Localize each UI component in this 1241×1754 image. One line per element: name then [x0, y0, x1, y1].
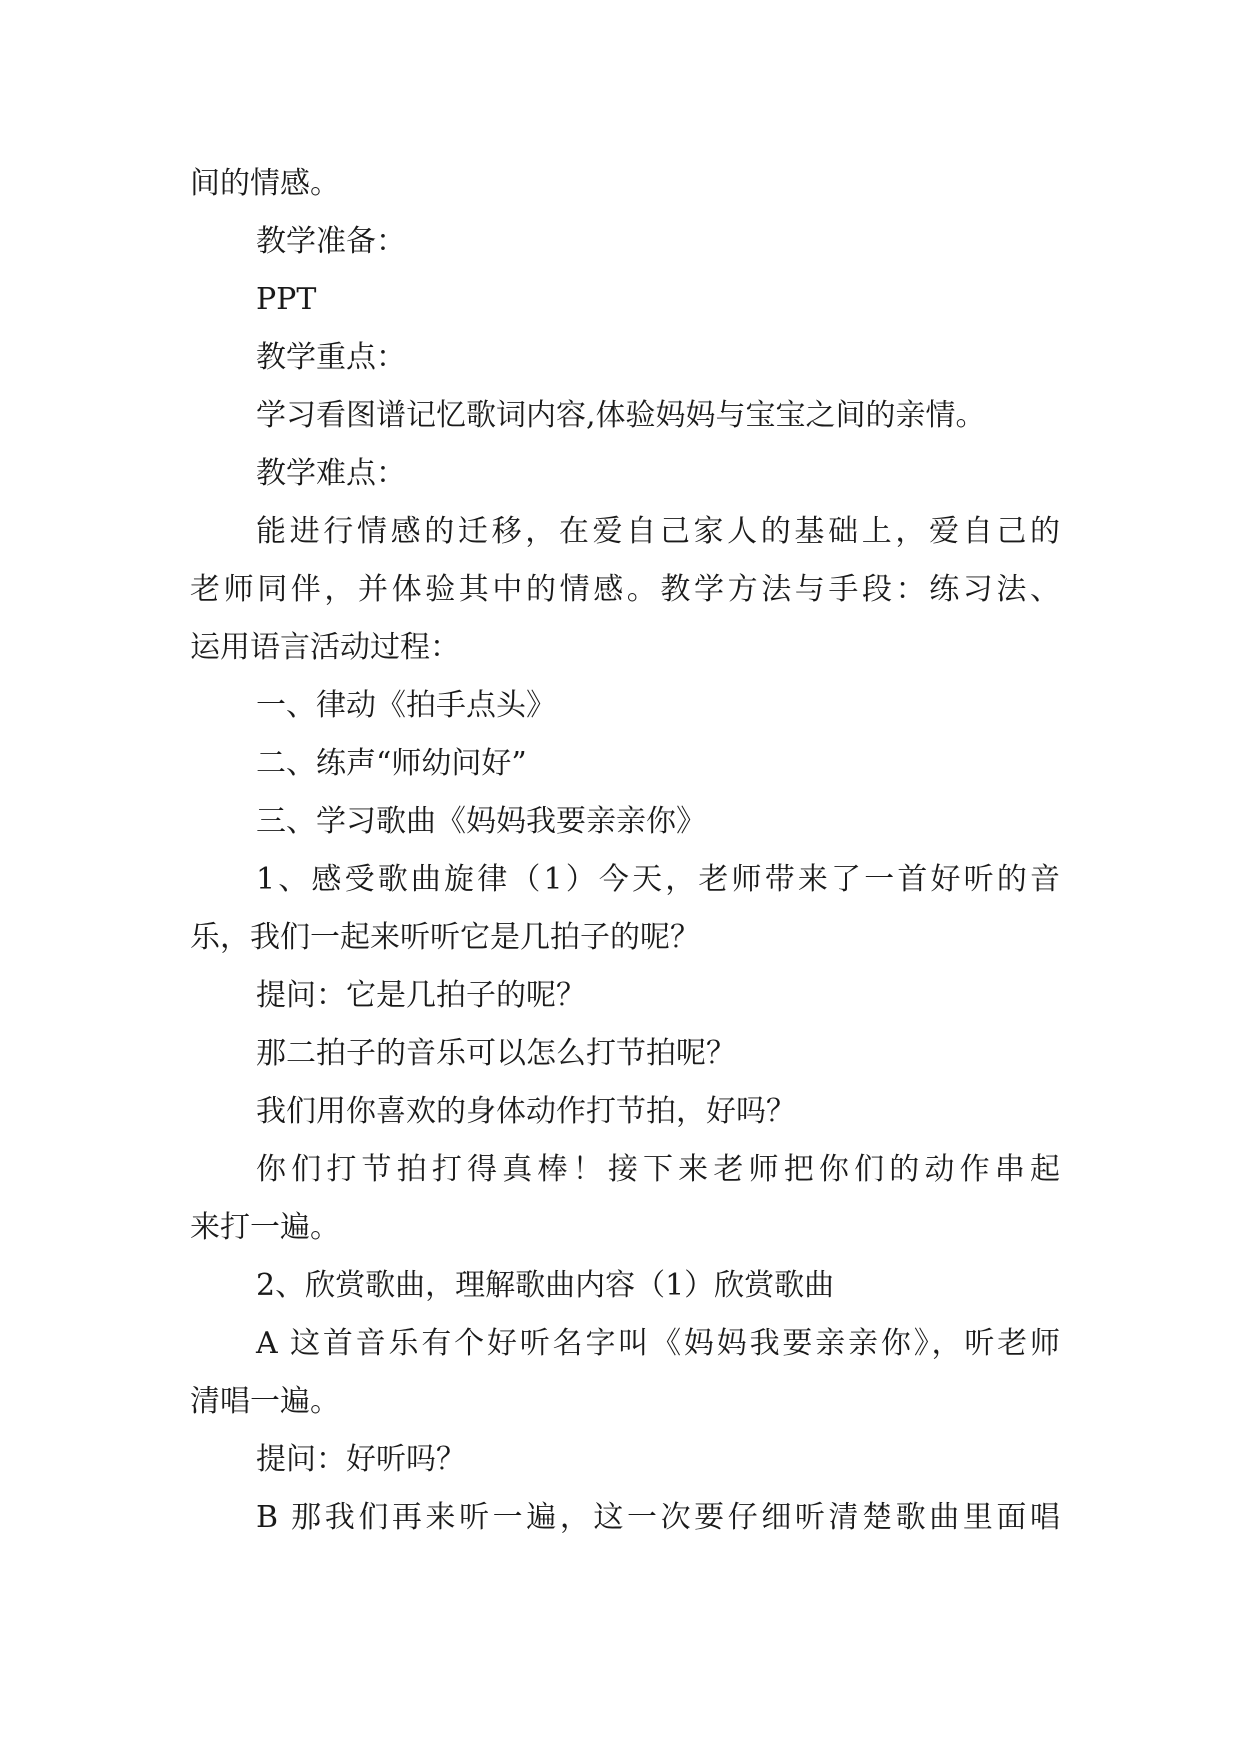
text-line: 运用语言活动过程：: [190, 630, 460, 665]
text-line: 老师同伴，并体验其中的情感。教学方法与手段：练习法、: [190, 572, 1060, 607]
text-line: 乐，我们一起来听听它是几拍子的呢？: [190, 920, 700, 955]
text-line: 你们打节拍打得真棒！接下来老师把你们的动作串起: [256, 1152, 1060, 1187]
text-line: 能进行情感的迁移，在爱自己家人的基础上，爱自己的: [256, 514, 1060, 549]
document-body: [190, 155, 1060, 1547]
text-line: 那二拍子的音乐可以怎么打节拍呢？: [256, 1036, 736, 1071]
text-line: 一、律动《拍手点头》: [256, 688, 556, 723]
text-line: 我们用你喜欢的身体动作打节拍，好吗？: [256, 1094, 796, 1129]
text-line: 间的情感。: [190, 166, 340, 201]
text-line: 2、欣赏歌曲，理解歌曲内容（1）欣赏歌曲: [256, 1268, 835, 1303]
text-line: 提问：它是几拍子的呢？: [256, 978, 586, 1013]
text-line: 三、学习歌曲《妈妈我要亲亲你》: [256, 804, 706, 839]
text-line: 提问：好听吗？: [256, 1442, 466, 1477]
text-line: 教学准备：: [256, 224, 406, 259]
text-line: 来打一遍。: [190, 1210, 340, 1245]
text-line: 学习看图谱记忆歌词内容,体验妈妈与宝宝之间的亲情。: [256, 398, 986, 433]
text-line: 二、练声“师幼问好”: [256, 746, 527, 781]
text-line: 清唱一遍。: [190, 1384, 340, 1419]
text-line: 教学难点：: [256, 456, 406, 491]
text-line: B 那我们再来听一遍，这一次要仔细听清楚歌曲里面唱: [256, 1500, 1060, 1535]
text-line: A 这首音乐有个好听名字叫《妈妈我要亲亲你》，听老师: [256, 1326, 1060, 1361]
text-line: 1、感受歌曲旋律（1）今天，老师带来了一首好听的音: [256, 862, 1060, 897]
text-line: 教学重点：: [256, 340, 406, 375]
text-line: PPT: [256, 282, 317, 317]
